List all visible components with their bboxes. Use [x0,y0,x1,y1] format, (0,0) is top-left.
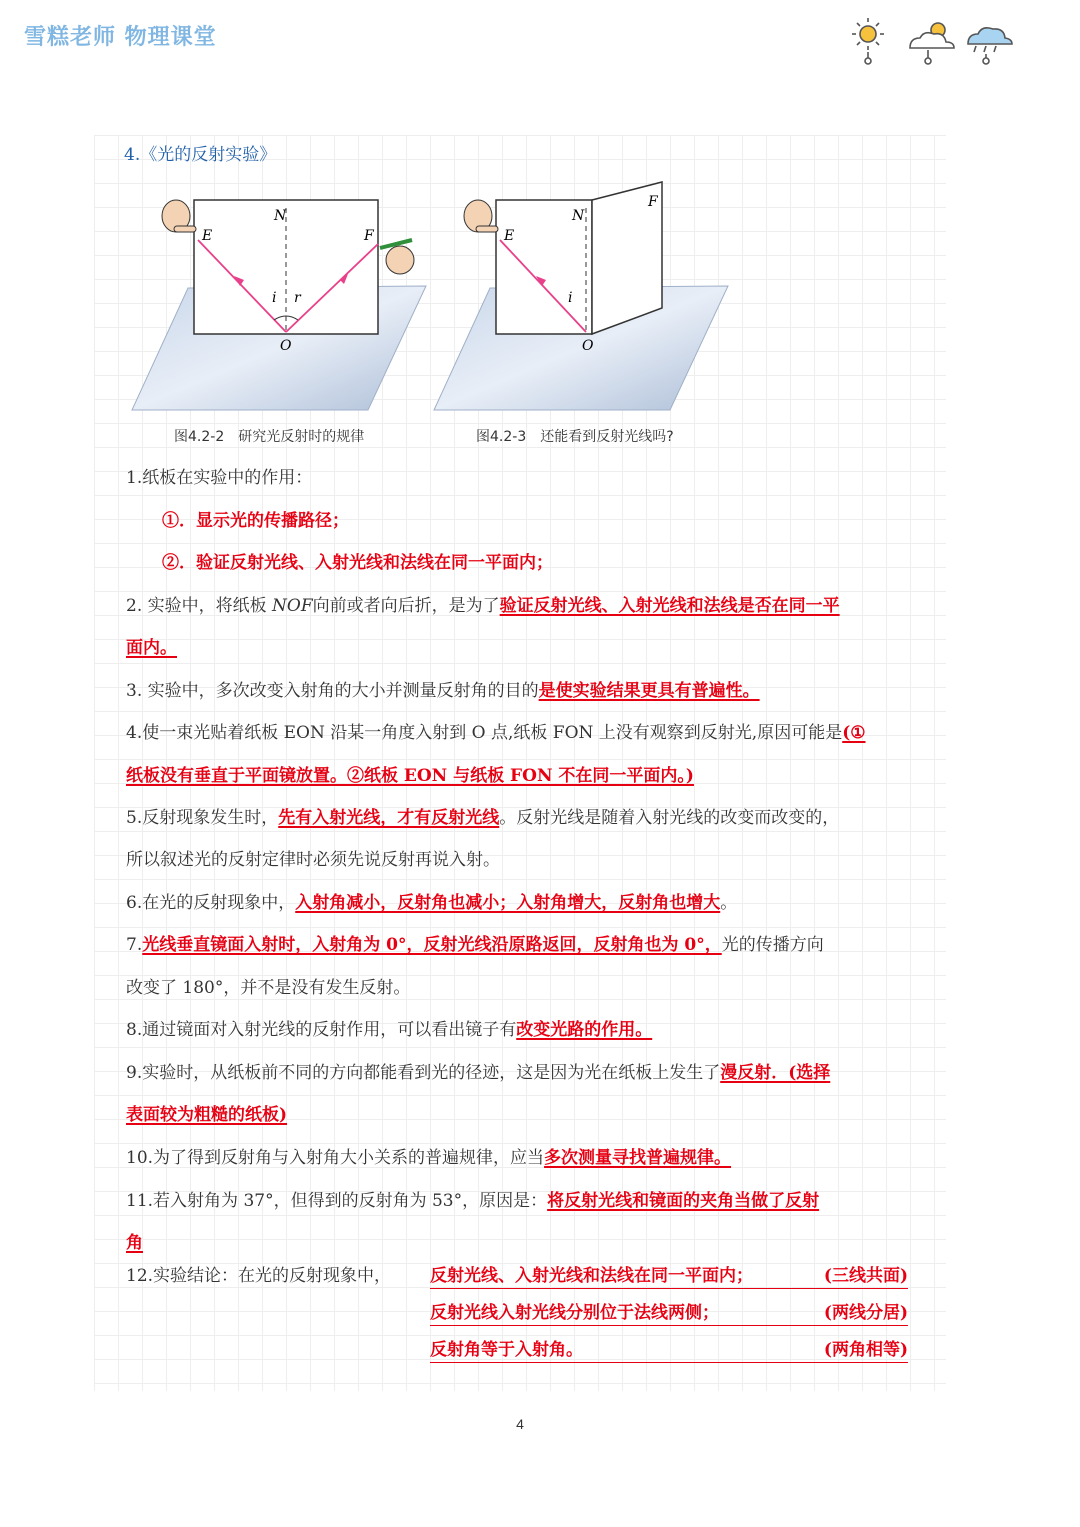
q12-conclusion-1-text: 反射光线、入射光线和法线在同一平面内； [430,1266,753,1286]
figure-2-caption: 图4.2-3 还能看到反射光线吗? [476,429,674,445]
q9-prefix: 9.实验时，从纸板前不同的方向都能看到光的径迹，这是因为光在纸板上发生了 [126,1063,721,1083]
q12-conclusion-2 [430,1301,908,1326]
q5-line-2: 所以叙述光的反射定律时必须先说反射再说入射。 [126,850,500,870]
q2-answer-part-1: 验证反射光线、入射光线和法线是否在同一平 [499,596,840,616]
q9-line-1 [126,1061,830,1085]
label-f: F [648,194,658,210]
q7-prefix: 7. [126,935,143,955]
label-e: E [504,228,515,244]
q7-answer: 光线垂直镜面入射时，入射角为 0°，反射光线沿原路返回，反射角也为 0°， [142,935,722,955]
q2-middle: 向前或者向后折，是为了 [312,596,500,616]
q11-prefix: 11.若入射角为 37°，但得到的反射角为 53°，原因是： [126,1191,548,1211]
q9-answer-part-2: 表面较为粗糙的纸板) [126,1105,288,1125]
label-i: i [272,290,277,306]
label-o: O [582,338,594,354]
q3-prefix: 3. 实验中，多次改变入射角的大小并测量反射角的目的 [126,681,539,701]
hand-icon [464,200,498,232]
q6-answer: 入射角减小，反射角也减小；入射角增大，反射角也增大 [295,893,721,913]
page-number: 4 [516,1416,524,1432]
rain-cloud-icon [968,28,1012,64]
q1-text: 1.纸板在实验中的作用： [126,468,313,488]
q3-answer: 是使实验结果更具有普遍性。 [538,681,760,701]
experiment-figures [128,178,748,414]
q11-line-1 [126,1189,819,1213]
label-i: i [568,290,573,306]
q11-answer-part-2: 角 [126,1233,143,1253]
q5-prefix: 5.反射现象发生时， [126,808,279,828]
label-n: N [572,208,585,224]
q8-prefix: 8.通过镜面对入射光线的反射作用，可以看出镜子有 [126,1020,517,1040]
q7-line-1 [126,933,824,957]
label-r: r [294,290,301,306]
q5-answer: 先有入射光线，才有反射光线 [278,808,500,828]
q2-nof: NOF [272,596,313,616]
label-f: F [364,228,374,244]
q6-prefix: 6.在光的反射现象中， [126,893,296,913]
q4-line-1 [126,721,866,745]
label-o: O [280,338,292,354]
q8-line [126,1018,652,1042]
figure-1-caption: 图4.2-2 研究光反射时的规律 [174,429,365,445]
q7-post-1: 光的传播方向 [721,935,824,955]
q12-conclusion-3-text: 反射角等于入射角。 [430,1340,583,1360]
q6-line [126,891,737,915]
section-title: 4.《光的反射实验》 [124,145,277,165]
q5-post-1: 。反射光线是随着入射光线的改变而改变的， [499,808,840,828]
q12-conclusion-3 [430,1338,908,1363]
q10-answer: 多次测量寻找普遍规律。 [544,1148,732,1168]
q12-conclusion-2-text: 反射光线入射光线分别位于法线两侧； [430,1303,719,1323]
partly-cloudy-icon [910,23,954,64]
q10-prefix: 10.为了得到反射角与入射角大小关系的普遍规律，应当 [126,1148,545,1168]
q12-prefix: 12.实验结论：在光的反射现象中， [126,1266,392,1286]
q12-conclusion-1 [430,1264,908,1289]
q1-answer-2: ②．验证反射光线、入射光线和法线在同一平面内； [162,553,553,573]
q5-line-1 [126,806,839,830]
figure-1-diagram [132,200,426,410]
q6-post: 。 [720,893,738,913]
sun-icon [852,18,884,64]
q3-line [126,679,760,703]
q8-answer: 改变光路的作用。 [516,1020,653,1040]
q4-answer-part-2: 纸板没有垂直于平面镜放置。②纸板 EON 与纸板 FON 不在同一平面内。) [126,766,694,786]
q2-line-1 [126,594,840,618]
brand-title: 雪糕老师 物理课堂 [24,25,217,50]
weather-icons [846,14,1016,68]
figure-2-diagram [434,182,728,410]
q12-conclusion-3-tag: (两角相等) [823,1340,908,1360]
q10-line [126,1146,731,1170]
q4-answer-part-1: (① [842,723,866,743]
label-e: E [202,228,213,244]
q12-conclusion-1-tag: (三线共面) [823,1266,908,1286]
q9-answer-part-1: 漫反射．(选择 [720,1063,831,1083]
q12-conclusion-2-tag: (两线分居) [823,1303,908,1323]
q2-answer-part-2: 面内。 [126,638,177,658]
hand-with-pen-icon [380,240,414,274]
hand-icon [162,200,196,232]
label-n: N [274,208,287,224]
q11-answer-part-1: 将反射光线和镜面的夹角当做了反射 [547,1191,820,1211]
q7-line-2: 改变了 180°，并不是没有发生反射。 [126,978,411,998]
q1-answer-1: ①．显示光的传播路径； [162,511,349,531]
q4-prefix: 4.使一束光贴着纸板 EON 沿某一角度入射到 O 点,纸板 FON 上没有观察到反射光,原因可能是 [126,723,843,743]
q2-prefix: 2. 实验中，将纸板 [126,596,273,616]
